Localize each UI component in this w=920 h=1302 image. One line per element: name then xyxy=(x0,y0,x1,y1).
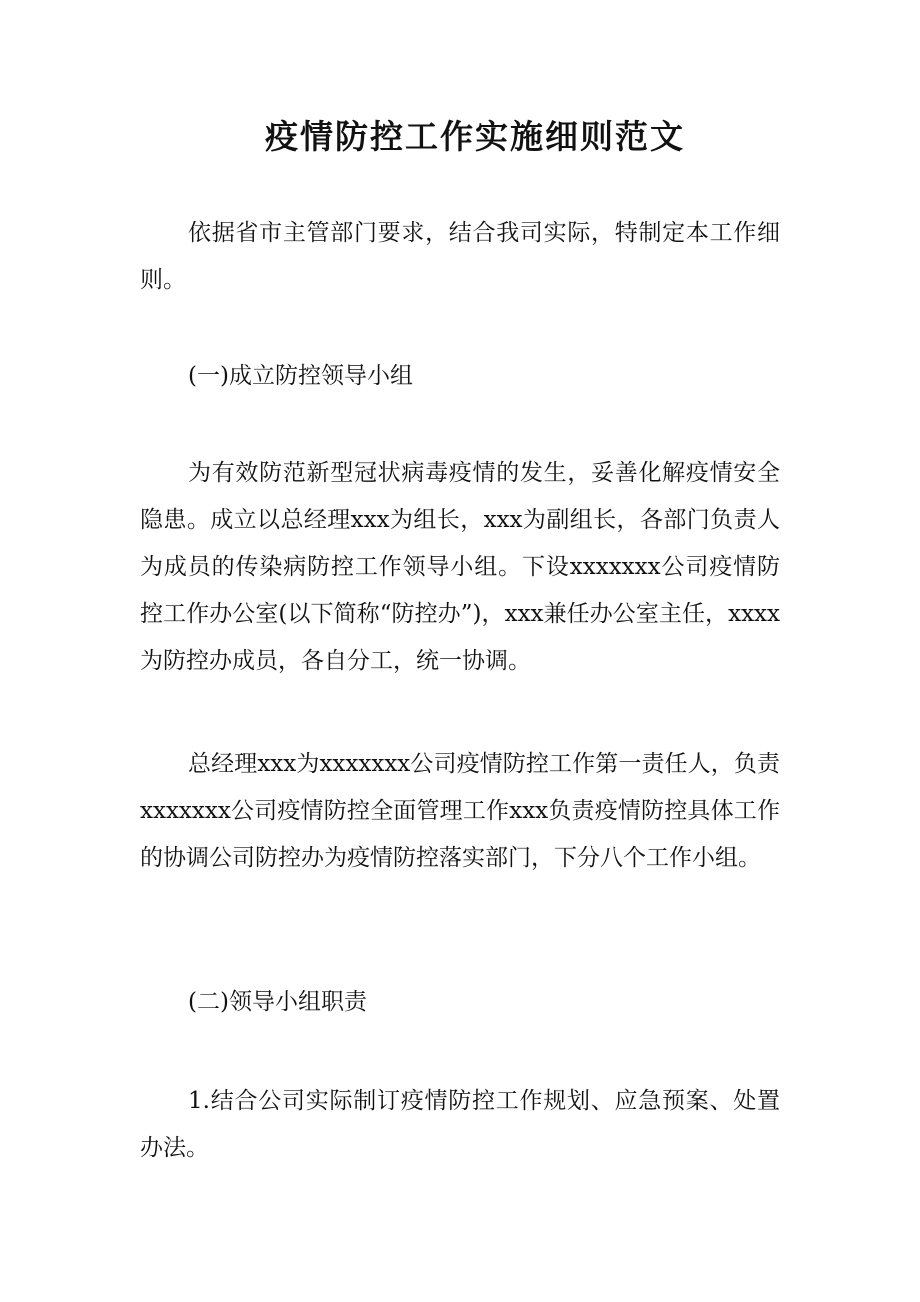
section2-heading: (二)领导小组职责 xyxy=(188,989,367,1015)
intro-paragraph: 依据省市主管部门要求，结合我司实际，特制定本工作细则。 xyxy=(140,220,780,293)
section1-paragraph-1: 为有效防范新型冠状病毒疫情的发生，妥善化解疫情安全隐患。成立以总经理xxx为组长，xxx为副组长，各部门负责人为成员的传染病防控工作领导小组。下设xxxxxxx公司疫情防控工作办公室(以下简称“防控办”)，xxx兼任办公室主任，xxxx为防控办成员，各自分工，统一协调。 xyxy=(140,460,780,674)
section2-item-1: 1.结合公司实际制订疫情防控工作规划、应急预案、处置办法。 xyxy=(140,1088,780,1161)
section1-paragraph-2: 总经理xxx为xxxxxxx公司疫情防控工作第一责任人，负责xxxxxxx公司疫情防控全面管理工作xxx负责疫情防控具体工作的协调公司防控办为疫情防控落实部门，下分八个工作小组。 xyxy=(140,751,780,871)
document-title: 疫情防控工作实施细则范文 xyxy=(265,117,685,156)
section1-heading: (一)成立防控领导小组 xyxy=(188,363,413,389)
